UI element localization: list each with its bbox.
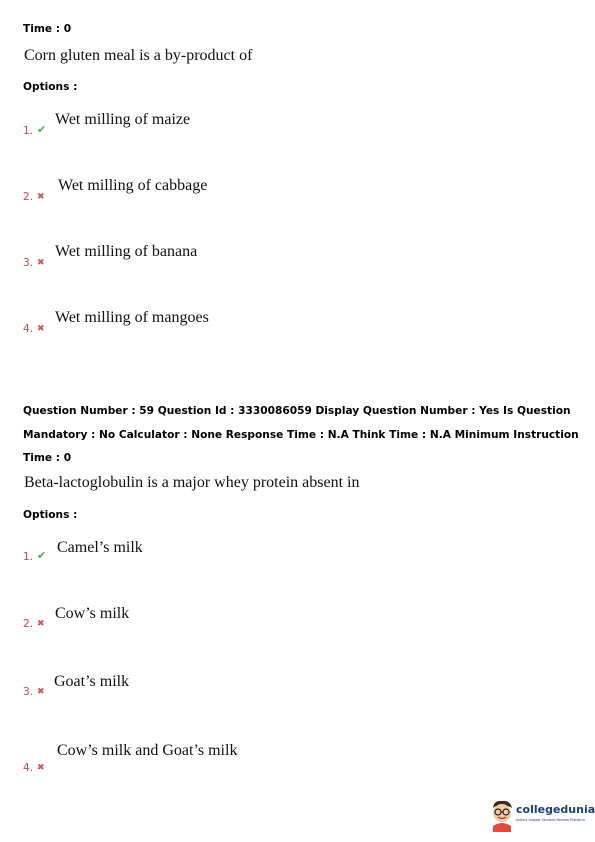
q2-option-4 — [0, 741, 400, 781]
option-text: Wet milling of cabbage — [58, 177, 208, 194]
q2-options-label: Options : — [23, 509, 78, 521]
q2-option-2 — [0, 604, 400, 644]
q2-question-text: Beta-lactoglobulin is a major whey protein absent in — [24, 474, 360, 491]
option-text: Wet milling of banana — [55, 243, 198, 260]
cross-icon: ✖ — [37, 258, 45, 268]
option-number: 4. — [23, 323, 34, 335]
option-text: Goat’s milk — [54, 673, 130, 690]
cross-icon: ✖ — [37, 192, 45, 202]
option-number: 2. — [23, 191, 34, 203]
option-text: Camel’s milk — [57, 539, 143, 556]
cross-icon: ✖ — [37, 687, 45, 697]
option-number: 1. — [23, 551, 34, 563]
option-text: Wet milling of maize — [55, 111, 191, 128]
q2-time: Time : 0 — [23, 452, 72, 464]
q1-time: Time : 0 — [23, 23, 72, 35]
q1-option-2 — [0, 176, 400, 216]
cross-icon: ✖ — [37, 324, 45, 334]
q2-option-3 — [0, 672, 400, 712]
q1-question-text: Corn gluten meal is a by-product of — [24, 47, 253, 64]
check-icon: ✔ — [37, 123, 47, 136]
q1-option-1 — [0, 110, 400, 150]
check-icon: ✔ — [37, 549, 47, 562]
cross-icon: ✖ — [37, 619, 45, 629]
option-text: Cow’s milk — [55, 605, 130, 622]
collegedunia-logo — [488, 798, 595, 834]
q1-option-3 — [0, 242, 400, 282]
logo-tagline: India's largest Student Review Platform — [516, 818, 585, 822]
option-number: 1. — [23, 125, 34, 137]
q2-meta-line-1: Question Number : 59 Question Id : 3330086059 Display Question Number : Yes Is Question — [23, 405, 571, 417]
option-number: 2. — [23, 618, 34, 630]
q2-option-1 — [0, 538, 400, 578]
option-text: Cow’s milk and Goat’s milk — [57, 742, 238, 759]
mascot-icon — [488, 798, 516, 832]
option-number: 4. — [23, 762, 34, 774]
cross-icon: ✖ — [37, 763, 45, 773]
q1-option-4 — [0, 308, 400, 348]
q2-meta-line-2: Mandatory : No Calculator : None Response Time : N.A Think Time : N.A Minimum Instruction — [23, 429, 579, 441]
option-text: Wet milling of mangoes — [55, 309, 209, 326]
option-number: 3. — [23, 257, 34, 269]
option-number: 3. — [23, 686, 34, 698]
logo-wordmark: collegedunia — [516, 803, 595, 816]
q1-options-label: Options : — [23, 81, 78, 93]
